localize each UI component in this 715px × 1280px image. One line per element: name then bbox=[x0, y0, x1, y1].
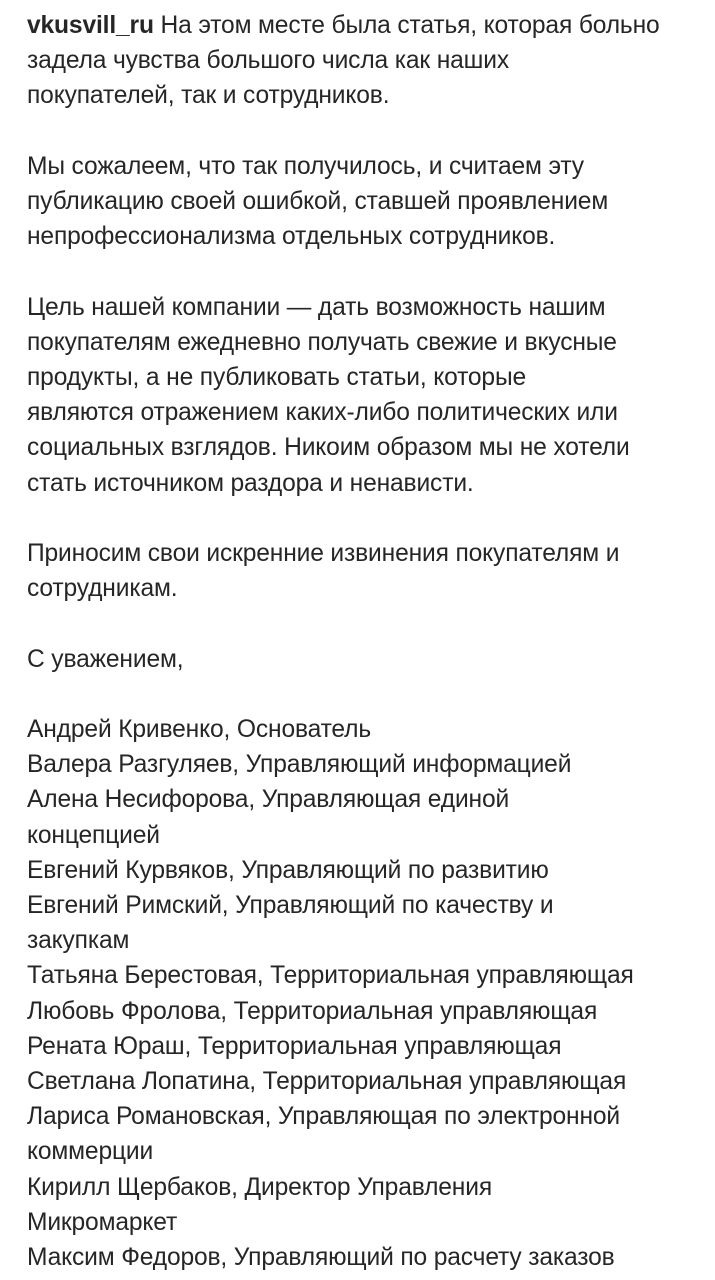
caption-paragraph-regards bbox=[27, 642, 707, 677]
signatory-line: Любовь Фролова, Территориальная управляющая bbox=[27, 997, 598, 1025]
signatory-line: закупкам bbox=[27, 927, 130, 955]
signatory-item bbox=[27, 888, 707, 958]
signatory-line: Лариса Романовская, Управляющая по электронной bbox=[27, 1103, 621, 1131]
signatory-line: Андрей Кривенко, Основатель bbox=[27, 715, 372, 743]
signatory-line: Евгений Римский, Управляющий по качеству и bbox=[27, 892, 554, 919]
signatory-item bbox=[27, 1099, 707, 1169]
signatory-item bbox=[27, 747, 707, 782]
caption-line: социальных взглядов. Никоим образом мы не хотели bbox=[27, 434, 630, 462]
signatory-line: концепцией bbox=[27, 821, 160, 849]
signatory-item bbox=[27, 712, 707, 747]
caption-paragraph-mission bbox=[27, 290, 707, 501]
signatory-item bbox=[27, 1170, 707, 1240]
caption-line: покупателям ежедневно получать свежие и вкусные bbox=[27, 328, 617, 356]
signatory-line: Евгений Курвяков, Управляющий по развитию bbox=[27, 856, 549, 884]
caption-line: Мы сожалеем, что так получилось, и считаем эту bbox=[27, 152, 584, 180]
caption-paragraph-regret bbox=[27, 149, 707, 255]
signatory-item bbox=[27, 782, 707, 852]
signatory-line: Рената Юраш, Территориальная управляющая bbox=[27, 1032, 562, 1060]
signatory-line: коммерции bbox=[27, 1138, 154, 1166]
signatory-line: Валера Разгуляев, Управляющий информацией bbox=[27, 751, 572, 779]
signatory-line: Микромаркет bbox=[27, 1208, 178, 1236]
signatory-list bbox=[27, 712, 707, 1275]
signatory-item bbox=[27, 994, 707, 1029]
signatory-line: Алена Несифорова, Управляющая единой bbox=[27, 786, 510, 814]
caption-line: Цель нашей компании — дать возможность нашим bbox=[27, 293, 606, 321]
signatory-item bbox=[27, 1029, 707, 1064]
signatory-line: Татьяна Берестовая, Территориальная управляющая bbox=[27, 962, 634, 990]
caption-line: стать источником раздора и ненависти. bbox=[27, 469, 474, 497]
caption-line: Приносим свои искренние извинения покупателям и bbox=[27, 540, 620, 567]
username-link[interactable]: vkusvill_ru bbox=[27, 12, 154, 39]
caption-text: На этом месте была статья, которая больно bbox=[153, 12, 660, 39]
caption-line: непрофессионализма отдельных сотрудников. bbox=[27, 223, 556, 251]
signatory-item bbox=[27, 853, 707, 888]
signatory-item bbox=[27, 1064, 707, 1099]
caption-paragraph-apology bbox=[27, 536, 707, 606]
signatory-line: Кирилл Щербаков, Директор Управления bbox=[27, 1173, 492, 1201]
signatory-item bbox=[27, 1240, 707, 1275]
caption-line: являются отражением каких-либо политических или bbox=[27, 399, 618, 427]
post-caption bbox=[27, 8, 707, 1275]
signatory-line: Светлана Лопатина, Территориальная управляющая bbox=[27, 1068, 627, 1096]
signatory-item bbox=[27, 958, 707, 993]
caption-line: покупателей, так и сотрудников. bbox=[27, 82, 390, 110]
caption-line: С уважением, bbox=[27, 645, 184, 673]
caption-line: сотрудникам. bbox=[27, 575, 178, 603]
caption-line: задела чувства большого числа как наших bbox=[27, 47, 509, 75]
caption-line: публикацию своей ошибкой, ставшей проявлением bbox=[27, 188, 609, 215]
caption-line: продукты, а не публиковать статьи, которые bbox=[27, 364, 527, 391]
caption-paragraph-intro bbox=[27, 8, 707, 114]
caption-line bbox=[27, 8, 707, 43]
signatory-line: Максим Федоров, Управляющий по расчету заказов bbox=[27, 1244, 615, 1272]
